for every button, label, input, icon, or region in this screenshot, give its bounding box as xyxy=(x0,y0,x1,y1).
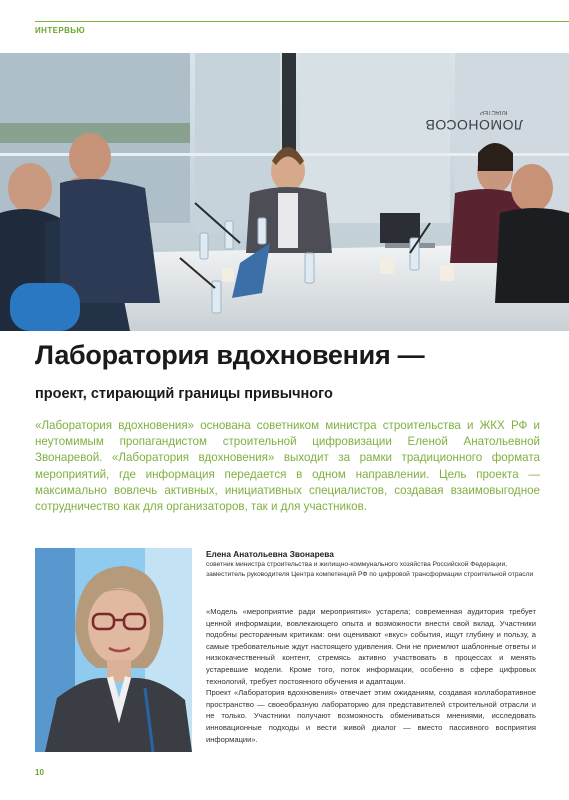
page-number: 10 xyxy=(35,768,44,777)
hero-photo xyxy=(0,53,569,331)
article-title: Лаборатория вдохновения — xyxy=(35,340,425,370)
section-label: ИНТЕРВЬЮ xyxy=(35,26,86,35)
bio-quote xyxy=(206,606,536,745)
hero-brand: ЛОМОНОСОВ xyxy=(424,117,523,133)
quote-paragraph-1: «Модель «мероприятие ради мероприятия» устарела; современная аудитория требует ценной информации, вовлекающего опыта и возможности внести свой вклад. Участники подобны ресторанным критикам: они оценивают «вкус» события, ищут глубину и пользу, а самые требовательные ждут настоящего удивления. Они не приемлют шаблонные ответы и низкокачественный контент, стремясь активно участвовать в процессах и менять устаревшие модели. Кроме того, поток информации, особенно в сфере цифровых технологий, требует постоянного обучения и адаптации. xyxy=(206,607,536,686)
meeting-illustration xyxy=(0,53,569,331)
portrait-illustration xyxy=(35,548,192,752)
article-lead: «Лаборатория вдохновения» основана советником министра строительства и ЖКХ РФ и неутомимым пропагандистом строительной цифровизации Еленой Анатольевной Звонаревой. «Лаборатория вдохновения» выходит за рамки традиционного формата мероприятий, где информация передается в одном направлении. Цель проекта — максимально вовлечь активных, инициативных специалистов, создавая взаимовыгодное сотрудничество как для организаторов, так и для участников. xyxy=(35,419,540,514)
quote-paragraph-2: Проект «Лаборатория вдохновения» отвечает этим ожиданиям, создавая коллаборативное пространство — своеобразную лабораторию для представителей строительной отрасли и не только. Участники получают возможность обмениваться мнениями, исследовать инновационные подходы и вести живой диалог — вместо пассивного восприятия информации». xyxy=(206,688,536,744)
header-rule xyxy=(35,21,569,22)
bio-role: советник министра строительства и жилищно-коммунального хозяйства Российской Федерации, заместитель руководителя Центра компетенций РФ по цифровой трансформации строительной отрасли xyxy=(206,561,534,578)
bio-name: Елена Анатольевна Звонарева xyxy=(206,549,334,559)
portrait-photo xyxy=(35,548,192,752)
article-subtitle: проект, стирающий границы привычного xyxy=(35,386,333,402)
hero-brand-small: КЛАСТЕР xyxy=(479,109,507,115)
